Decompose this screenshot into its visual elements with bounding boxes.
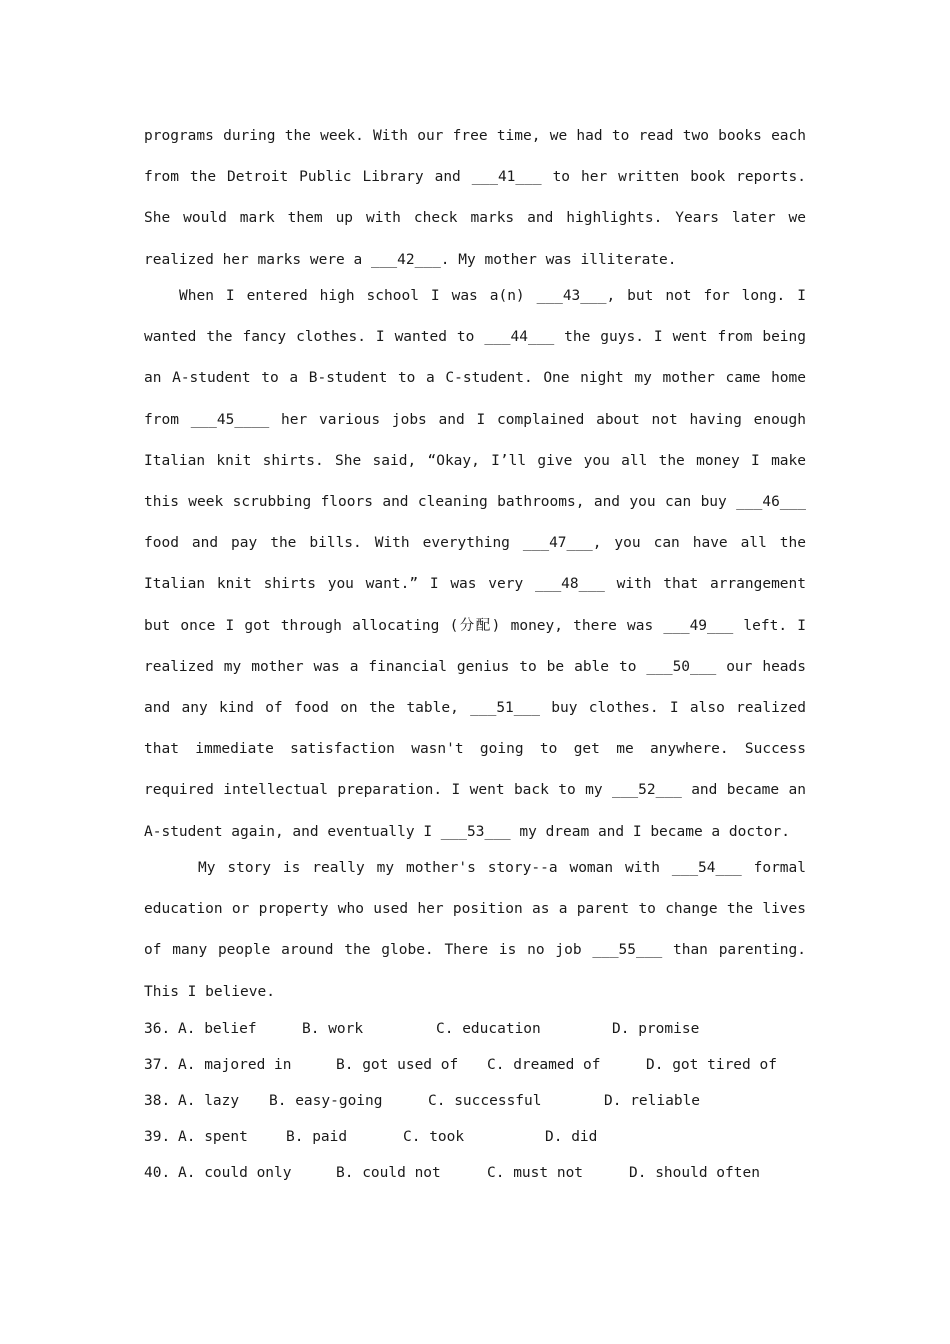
option-b: B. easy-going [269, 1093, 383, 1109]
option-d: D. did [545, 1129, 598, 1145]
option-d: D. should often [629, 1165, 760, 1181]
passage-paragraph-1: programs during the week. With our free time, we had to read two books each from the Detroit Public Library and ___41___ to her written book reports. She would mark them up with check marks and highlights. Years later we realized her marks were a ___42___. My mother was illiterate. [144, 128, 806, 268]
option-d: D. reliable [604, 1093, 701, 1109]
question-number: 36. [144, 1021, 171, 1037]
option-b: B. could not [336, 1165, 441, 1181]
option-a: A. lazy [178, 1093, 240, 1109]
option-c: C. dreamed of [487, 1057, 601, 1073]
option-c: C. education [436, 1021, 541, 1037]
option-d: D. got tired of [646, 1057, 777, 1073]
question-number: 38. [144, 1093, 171, 1109]
option-b: B. work [302, 1021, 364, 1037]
option-b: B. paid [286, 1129, 348, 1145]
option-b: B. got used of [336, 1057, 459, 1073]
passage-paragraph-2: When I entered high school I was a(n) ___43___, but not for long. I wanted the fancy clothes. I wanted to ___44___ the guys. I went from being an A-student to a B-student to a C-student. One night my mother came home from ___45____ her various jobs and I complained about not having enough Italian knit shirts. She said, “Okay, I’ll give you all the money I make this week scrubbing floors and cleaning bathrooms, and you can buy ___46___ food and pay the bills. With everything ___47___, you can have all the Italian knit shirts you want.” I was very ___48___ with that arrangement but once I got through allocating (分配) money, there was ___49___ left. I realized my mother was a financial genius to be able to ___50___ our heads and any kind of food on the table, ___51___ buy clothes. I also realized that immediate satisfaction wasn't going to get me anywhere. Success required intellectual preparation. I went back to my ___52___ and became an A-student again, and eventually I ___53___ my dream and I became a doctor. [144, 288, 806, 840]
question-number: 40. [144, 1165, 171, 1181]
option-c: C. took [403, 1129, 465, 1145]
option-a: A. majored in [178, 1057, 292, 1073]
passage-paragraph-3: My story is really my mother's story--a woman with ___54___ formal education or property who used her position as a parent to change the lives of many people around the globe. There is no job ___55___ than parenting. This I believe. [144, 860, 806, 1000]
option-c: C. must not [487, 1165, 584, 1181]
option-d: D. promise [612, 1021, 700, 1037]
question-number: 39. [144, 1129, 171, 1145]
question-number: 37. [144, 1057, 171, 1073]
option-a: A. belief [178, 1021, 257, 1037]
option-a: A. could only [178, 1165, 292, 1181]
option-a: A. spent [178, 1129, 248, 1145]
option-c: C. successful [428, 1093, 542, 1109]
